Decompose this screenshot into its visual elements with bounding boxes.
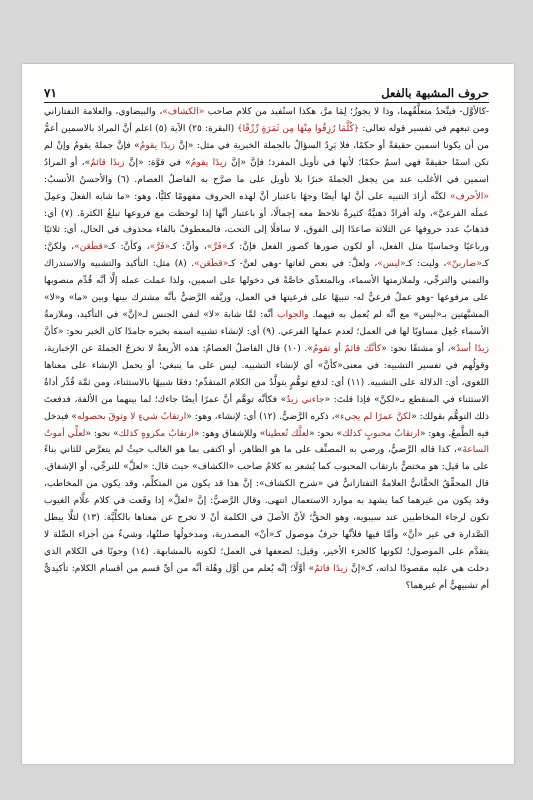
- highlighted-text: «ضاربنّ»: [446, 259, 482, 270]
- text-run: ، وأنَّ: كـ: [170, 242, 207, 253]
- highlighted-text: زيدًا يقومُ: [139, 140, 175, 151]
- text-run: . (٨) مثل: التأكيد والتشبيه والاستدراك والتمني والترجِّي، ولملازمتها الأسماء، وبالمتعدِّي خاصَّةً في دخولها على اسمين، ولذا عملت عمله إلَّا أنَّه قُدِّم منصوبها على مرفوعها -وهو عملٌ فرعيٌّ له- تنبيهًا على فرعيتها في العمل، وزيَّفه الرَّضيُّ بأنَّه مشترك بينها وبين «ما» و«لا» المشبَّهتين بـ«ليس» مع أنَّه لم يُعمل به فيهما.: [44, 259, 490, 321]
- text-run: »، أو مشتقًا نحو: «: [381, 343, 457, 354]
- highlighted-text: زيدًا يقومُ: [190, 157, 227, 168]
- text-run: ، والبيضاوي، والعلامة التفتازاني ومن تبعهم في تفسير قوله تعالى:: [44, 107, 489, 134]
- highlighted-text: لكنَّ عمرًا لم يجيء: [340, 411, 412, 422]
- highlighted-text: «قطَعَن»: [74, 242, 109, 253]
- highlighted-text: «ليس»: [377, 259, 406, 270]
- text-run: -كالأوَّل- فيتَّحدُ متعلَّقُهما، وذا لا يجوزُ؛ لِمَا مرَّ، هكذا استُفيد من كلام صاحب: [204, 107, 489, 117]
- highlighted-text: والجواب: [277, 310, 309, 321]
- highlighted-text: ارتقابُ مكروهٍ كذلك: [118, 428, 194, 439]
- text-run: » نحو: «: [85, 428, 119, 439]
- text-run: »، أو المرادُ اسمين في الأغلب عند من يجعل الجملةَ خبرًا بلا تأويل على ما صرَّح به الفاضلُ العصام. (٦) والأحسنُ الأنسبُ:: [44, 157, 489, 185]
- page-number: ٧١: [44, 86, 57, 100]
- highlighted-text: لعلَّك تُعطينا: [265, 428, 309, 439]
- text-run: ، وكأنَّ: كـ: [108, 242, 150, 253]
- text-run: ، وليت: كـ: [405, 259, 447, 270]
- highlighted-text: جاءني زيدٌ: [286, 394, 325, 405]
- paragraph: [44, 104, 489, 595]
- highlighted-text: زيدًا قائمٌ: [314, 563, 348, 574]
- highlighted-text: ارتقابُ محبوبٍ كذلك: [342, 428, 420, 439]
- highlighted-text: لعلِّي أموتُ الساعةَ: [44, 428, 489, 456]
- text-run: » فإنَّ جملةَ يقومُ وإنْ لم تكن اسمًا حقيقةً فهي اسمٌ حكمًا؛ لأنها في تأويل المفرد؛ فإنَّ «إنَّ: [44, 140, 489, 168]
- text-run: » نحو: «: [308, 428, 343, 439]
- highlighted-text: «قطَعَن»: [194, 259, 229, 270]
- page-header: [44, 80, 489, 100]
- text-run: » فيدخل فيه الطَّمعُ، وهو: «: [44, 411, 490, 439]
- highlighted-text: «فَرَّ»: [149, 242, 171, 253]
- highlighted-text: «الأحرف»: [449, 191, 489, 202]
- highlighted-text: ارتقابُ شيءٍ لا وثوقَ بحصوله: [76, 411, 187, 422]
- highlighted-text: زيدًا أسدٌ: [456, 343, 489, 354]
- text-run: »، كذا قاله الرَّضيُّ، ورضي به المصنِّف على ما هو الظاهر، أو اكتفى بما هو الغالب حيثُ لم يتعرَّض للثاني بناءً على ما قيل: هو مختصٌّ بارتقاب المحبوب كما يُشعر به كلامُ صاحب «الكشاف» حيث قال: «لعلَّ» للترجِّي، أو الإشفاق. قال المحقِّقُ الحقَّانيُّ العلامةُ التفتازانيُّ في «شرح الكشاف»: إنَّ هذا قد يكون من المتكلِّم، وقد يكون من المخاطب، وقد يكون من غيرهما كما يشهد به موارد الاستعمال انتهى. وقال الرَّضيُّ: إنَّ «لعلَّ» إذا وقَعت في كلام علَّام الغيوب تكون لرجاء المخاطبين عند سيبويه، وهو الحقُّ؛ لأنَّ الأصلَ في الكلمة أنْ لا تخرج عن معناها بالكلِّيَّة. (١٣) لئلَّا يبطل الصَّدارة في غير «أنَّ» وأمَّا فيها فلأنَّها حرفُ موصول كـ«أنْ» المصدرية، ومدخولُها صلتُها، وشيءٌ من أجزاء الصِّلة لا يتقدَّم على الموصول؛ لكونها كالجزء الأخير، وقيل: لضعفها في العمل؛ لكونه بالمشابهة. (١٤) وجوبًا في الكلام الذي دخلت هي عليه مقصودًا لذاته، كـ«إنَّ: [44, 445, 490, 574]
- text-run: » في قوَّة: «إنَّ: [124, 157, 191, 168]
- highlighted-text: «فَرَّ»: [206, 242, 228, 253]
- running-title: حروف المشبهة بالفعل: [381, 86, 489, 100]
- text-run: » فكأنَّه توهَّم أنَّ عمرًا أيضًا جاءك؛ لما بينهما من الألفة، فدفعتَ ذلك التوهُّم بقولك: «: [44, 394, 490, 422]
- text-run: » أوَّلًا؛ إنَّه يُعلم من أوَّل وهْلة أنَّه من أيِّ قسم من أقسام الكلام: تأكيديٌّ أم تشبيهيٌّ أم غيرهما؟: [44, 563, 489, 591]
- highlighted-text: كأنَّك قائمٌ أو تقومُ: [312, 343, 382, 354]
- text-run: » وللإشفاق وهو: «: [193, 428, 266, 439]
- footnote-text: [44, 104, 489, 595]
- highlighted-text: ﴿كُلَّمَا رُزِقُوا مِنْهَا مِن ثَمَرَةٍ رِّزْقًا﴾: [237, 123, 360, 134]
- text-run: ، ولعلَّ: في بعض لغاتها -وهي لعنَّ- كـ: [228, 259, 378, 270]
- text-run: ، ولكنَّ: كـ: [44, 242, 489, 270]
- text-run: أنَّه: لمَّا شابهَ «لا» لنفي الجنس لـ«إنَّ» في التأكيد، وملازمةُ الأسماء جُعِل مساويًا لها في العمل؛ لعدم عملها الفرعي. (٩) أي: لإنشاء تشبيه اسمه بخبره جامدًا كان الخبر نحو: «كأنَّ: [44, 310, 489, 337]
- text-run: (البقرة: ٢٥) الآية (٥) اعلم أنَّ المرادَ بالاسمين أعمُّ من أن يكونا اسمين حقيقةً أو حكمًا، فلا يَرِدُ السؤالُ بالجملة الخبرية في مثل: «إنَّ: [44, 123, 489, 151]
- highlighted-text: زيدًا قائمٌ: [90, 157, 125, 168]
- text-run: لكنَّه أرادَ التنبيه على أنَّ لها أيضًا وجهًا باعتبار أنَّ لهذه الحروف مفهومًا كليًّا، وهو: «ما شابه الفعلَ وعمِلَ عملَه الفرعيَّ»، وله أفرادٌ ذهنيَّةٌ كثيرةٌ تلاحظ معه إجمالًا، أو باعتبار أنَّها إذا لوحظت مع فروعها تبلغُ الكثرةَ. (٧) أي: فذهابُ عدد حروفها عن الثلاثة صاعدًا إلى الفوق، لا سافلًا إلى التحت، فالمعطوفُ بالفاء محذوف في الحال، أي: ثلاثيًا ورباعيًا وخماسيًا مثل الفعل، أو لكون صورها كصور الفعل فإنَّ: كـ: [44, 191, 490, 253]
- header-rule: [44, 102, 489, 103]
- highlighted-text: «الكشاف»: [162, 107, 205, 117]
- text-run: ». (١٠) قال الفاضلُ العصامُ: هذه الأربعةُ لا تخرجُ الجملةَ عن الإخبارية، وقولُهم في تفسير التشبيه: في معنى«كأنَّ» أي لإنشاء التشبيه. ليس على ما ينبغي؛ أو يحمل الإنشاء على معناها اللغوي، أي: الدلالة على التشبيه. (١١) أي: لدفع توهُّمٍ يتولَّدُ من الكلام المتقدِّم؛ دفعًا شبيهًا بالاستثناء، ومن ثمَّة قُدِّر أداةُ الاستثناء في المنقطع بـ«لكنَّ» فإذا قلتَ: «: [44, 343, 489, 405]
- text-run: »، ذكره الرَّضيُّ. (١٢) أي: لإنشاء، وهو: «: [186, 411, 341, 422]
